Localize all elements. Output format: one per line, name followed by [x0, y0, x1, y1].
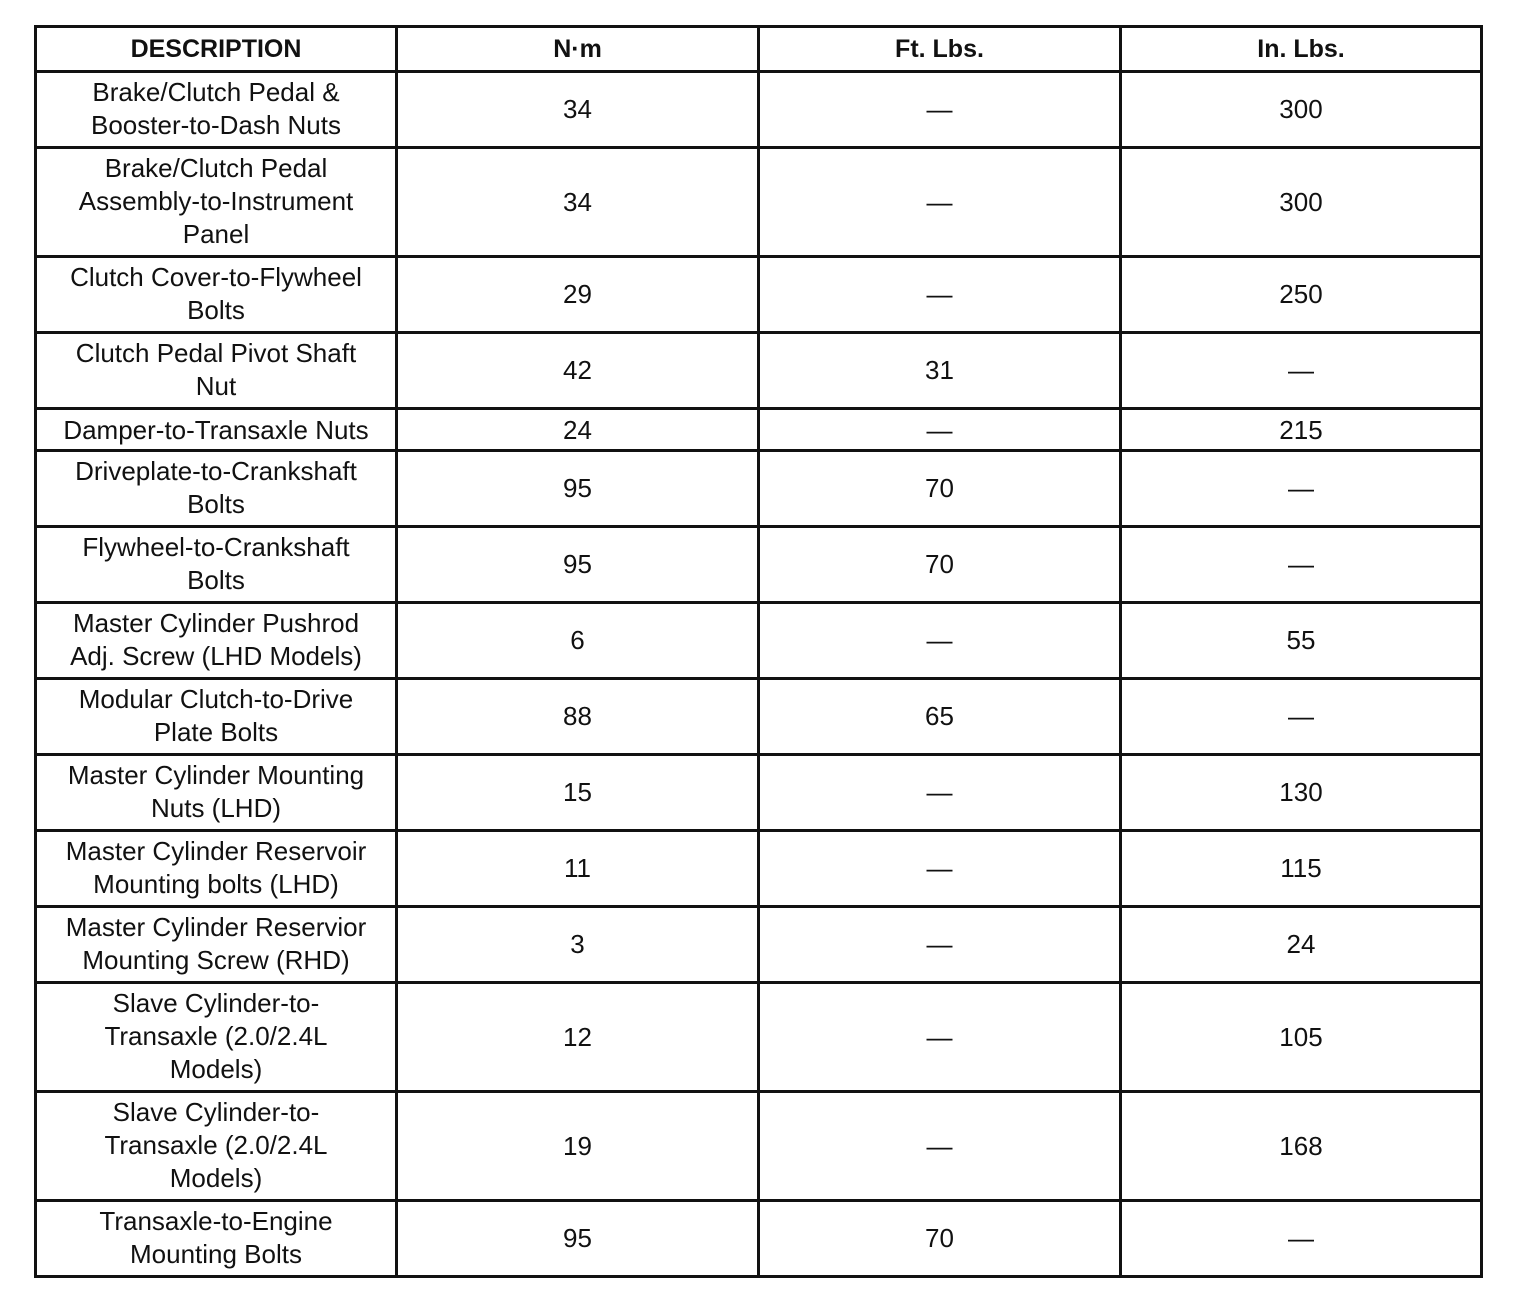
- description-cell: [36, 983, 397, 1092]
- inch-pounds-cell: —: [1121, 333, 1482, 409]
- description-cell: [36, 1201, 397, 1277]
- header-foot-pounds: Ft. Lbs.: [759, 27, 1121, 72]
- description-line: Transaxle (2.0/2.4L: [104, 1130, 328, 1160]
- description-line: Master Cylinder Mounting: [67, 760, 365, 790]
- newton-meters-cell: 95: [397, 451, 759, 527]
- description-line: Panel: [182, 219, 250, 249]
- description-line: Clutch Pedal Pivot Shaft: [75, 338, 357, 368]
- foot-pounds-cell: 65: [759, 679, 1121, 755]
- table-row: [36, 755, 1482, 831]
- description-line: Slave Cylinder-to-: [112, 988, 320, 1018]
- newton-meters-cell: 34: [397, 148, 759, 257]
- inch-pounds-cell: 24: [1121, 907, 1482, 983]
- newton-meters-cell: 29: [397, 257, 759, 333]
- description-line: Models): [169, 1163, 263, 1193]
- newton-meters-cell: 42: [397, 333, 759, 409]
- inch-pounds-cell: 250: [1121, 257, 1482, 333]
- inch-pounds-cell: 115: [1121, 831, 1482, 907]
- foot-pounds-cell: —: [759, 603, 1121, 679]
- description-line: Brake/Clutch Pedal &: [92, 77, 340, 107]
- newton-meters-cell: 12: [397, 983, 759, 1092]
- table-row: [36, 72, 1482, 148]
- torque-specifications-sheet: [34, 25, 1480, 1278]
- foot-pounds-cell: 70: [759, 1201, 1121, 1277]
- description-cell: [36, 603, 397, 679]
- description-line: Clutch Cover-to-Flywheel: [70, 262, 362, 292]
- description-line: Mounting bolts (LHD): [93, 869, 339, 899]
- inch-pounds-cell: 130: [1121, 755, 1482, 831]
- table-row: [36, 451, 1482, 527]
- description-line: Mounting Screw (RHD): [82, 945, 350, 975]
- table-header: [36, 27, 1482, 72]
- table-row: [36, 257, 1482, 333]
- description-cell: [36, 148, 397, 257]
- newton-meters-cell: 6: [397, 603, 759, 679]
- foot-pounds-cell: 31: [759, 333, 1121, 409]
- description-cell: [36, 409, 397, 451]
- foot-pounds-cell: —: [759, 1092, 1121, 1201]
- table-row: [36, 148, 1482, 257]
- newton-meters-cell: 24: [397, 409, 759, 451]
- description-cell: [36, 755, 397, 831]
- description-line: Nuts (LHD): [150, 793, 281, 823]
- description-line: Bolts: [187, 295, 245, 325]
- description-line: Transaxle-to-Engine: [99, 1206, 333, 1236]
- inch-pounds-cell: —: [1121, 451, 1482, 527]
- table-row: [36, 1092, 1482, 1201]
- table-row: [36, 527, 1482, 603]
- newton-meters-cell: 15: [397, 755, 759, 831]
- description-line: Damper-to-Transaxle Nuts: [63, 414, 369, 445]
- description-line: Models): [169, 1054, 263, 1084]
- description-line: Driveplate-to-Crankshaft: [75, 456, 357, 486]
- description-line: Master Cylinder Reservior: [65, 912, 367, 942]
- table-row: [36, 907, 1482, 983]
- inch-pounds-cell: —: [1121, 1201, 1482, 1277]
- inch-pounds-cell: —: [1121, 527, 1482, 603]
- description-line: Assembly-to-Instrument: [78, 186, 354, 216]
- table-row: [36, 831, 1482, 907]
- description-line: Brake/Clutch Pedal: [104, 153, 328, 183]
- description-cell: [36, 527, 397, 603]
- description-line: Nut: [195, 371, 237, 401]
- table-row: [36, 1201, 1482, 1277]
- description-line: Slave Cylinder-to-: [112, 1097, 320, 1127]
- foot-pounds-cell: —: [759, 831, 1121, 907]
- description-cell: [36, 72, 397, 148]
- description-line: Master Cylinder Pushrod: [72, 608, 360, 638]
- foot-pounds-cell: —: [759, 148, 1121, 257]
- description-line: Booster-to-Dash Nuts: [91, 110, 341, 140]
- foot-pounds-cell: —: [759, 983, 1121, 1092]
- table-row: [36, 603, 1482, 679]
- description-line: Mounting Bolts: [130, 1239, 302, 1269]
- foot-pounds-cell: 70: [759, 451, 1121, 527]
- description-line: Bolts: [187, 489, 245, 519]
- description-cell: [36, 451, 397, 527]
- inch-pounds-cell: 105: [1121, 983, 1482, 1092]
- foot-pounds-cell: —: [759, 409, 1121, 451]
- inch-pounds-cell: —: [1121, 679, 1482, 755]
- table-row: [36, 333, 1482, 409]
- description-cell: [36, 831, 397, 907]
- table-row: [36, 983, 1482, 1092]
- description-line: Plate Bolts: [153, 717, 279, 747]
- inch-pounds-cell: 168: [1121, 1092, 1482, 1201]
- newton-meters-cell: 3: [397, 907, 759, 983]
- header-description: DESCRIPTION: [36, 27, 397, 72]
- foot-pounds-cell: —: [759, 907, 1121, 983]
- foot-pounds-cell: —: [759, 257, 1121, 333]
- description-cell: [36, 333, 397, 409]
- inch-pounds-cell: 300: [1121, 148, 1482, 257]
- newton-meters-cell: 95: [397, 527, 759, 603]
- description-cell: [36, 907, 397, 983]
- header-inch-pounds: In. Lbs.: [1121, 27, 1482, 72]
- header-row: [36, 27, 1482, 72]
- description-cell: [36, 679, 397, 755]
- description-line: Bolts: [187, 565, 245, 595]
- torque-specifications-table: [34, 25, 1483, 1278]
- newton-meters-cell: 11: [397, 831, 759, 907]
- newton-meters-cell: 34: [397, 72, 759, 148]
- table-row: [36, 409, 1482, 451]
- description-cell: [36, 1092, 397, 1201]
- newton-meters-cell: 95: [397, 1201, 759, 1277]
- description-line: Adj. Screw (LHD Models): [70, 641, 362, 671]
- header-newton-meters: N·m: [397, 27, 759, 72]
- table-body: [36, 72, 1482, 1277]
- foot-pounds-cell: —: [759, 72, 1121, 148]
- description-cell: [36, 257, 397, 333]
- description-line: Transaxle (2.0/2.4L: [104, 1021, 328, 1051]
- description-line: Modular Clutch-to-Drive: [78, 684, 354, 714]
- newton-meters-cell: 19: [397, 1092, 759, 1201]
- inch-pounds-cell: 55: [1121, 603, 1482, 679]
- description-line: Flywheel-to-Crankshaft: [82, 532, 350, 562]
- table-row: [36, 679, 1482, 755]
- inch-pounds-cell: 215: [1121, 409, 1482, 451]
- foot-pounds-cell: 70: [759, 527, 1121, 603]
- description-line: Master Cylinder Reservoir: [65, 836, 367, 866]
- foot-pounds-cell: —: [759, 755, 1121, 831]
- inch-pounds-cell: 300: [1121, 72, 1482, 148]
- newton-meters-cell: 88: [397, 679, 759, 755]
